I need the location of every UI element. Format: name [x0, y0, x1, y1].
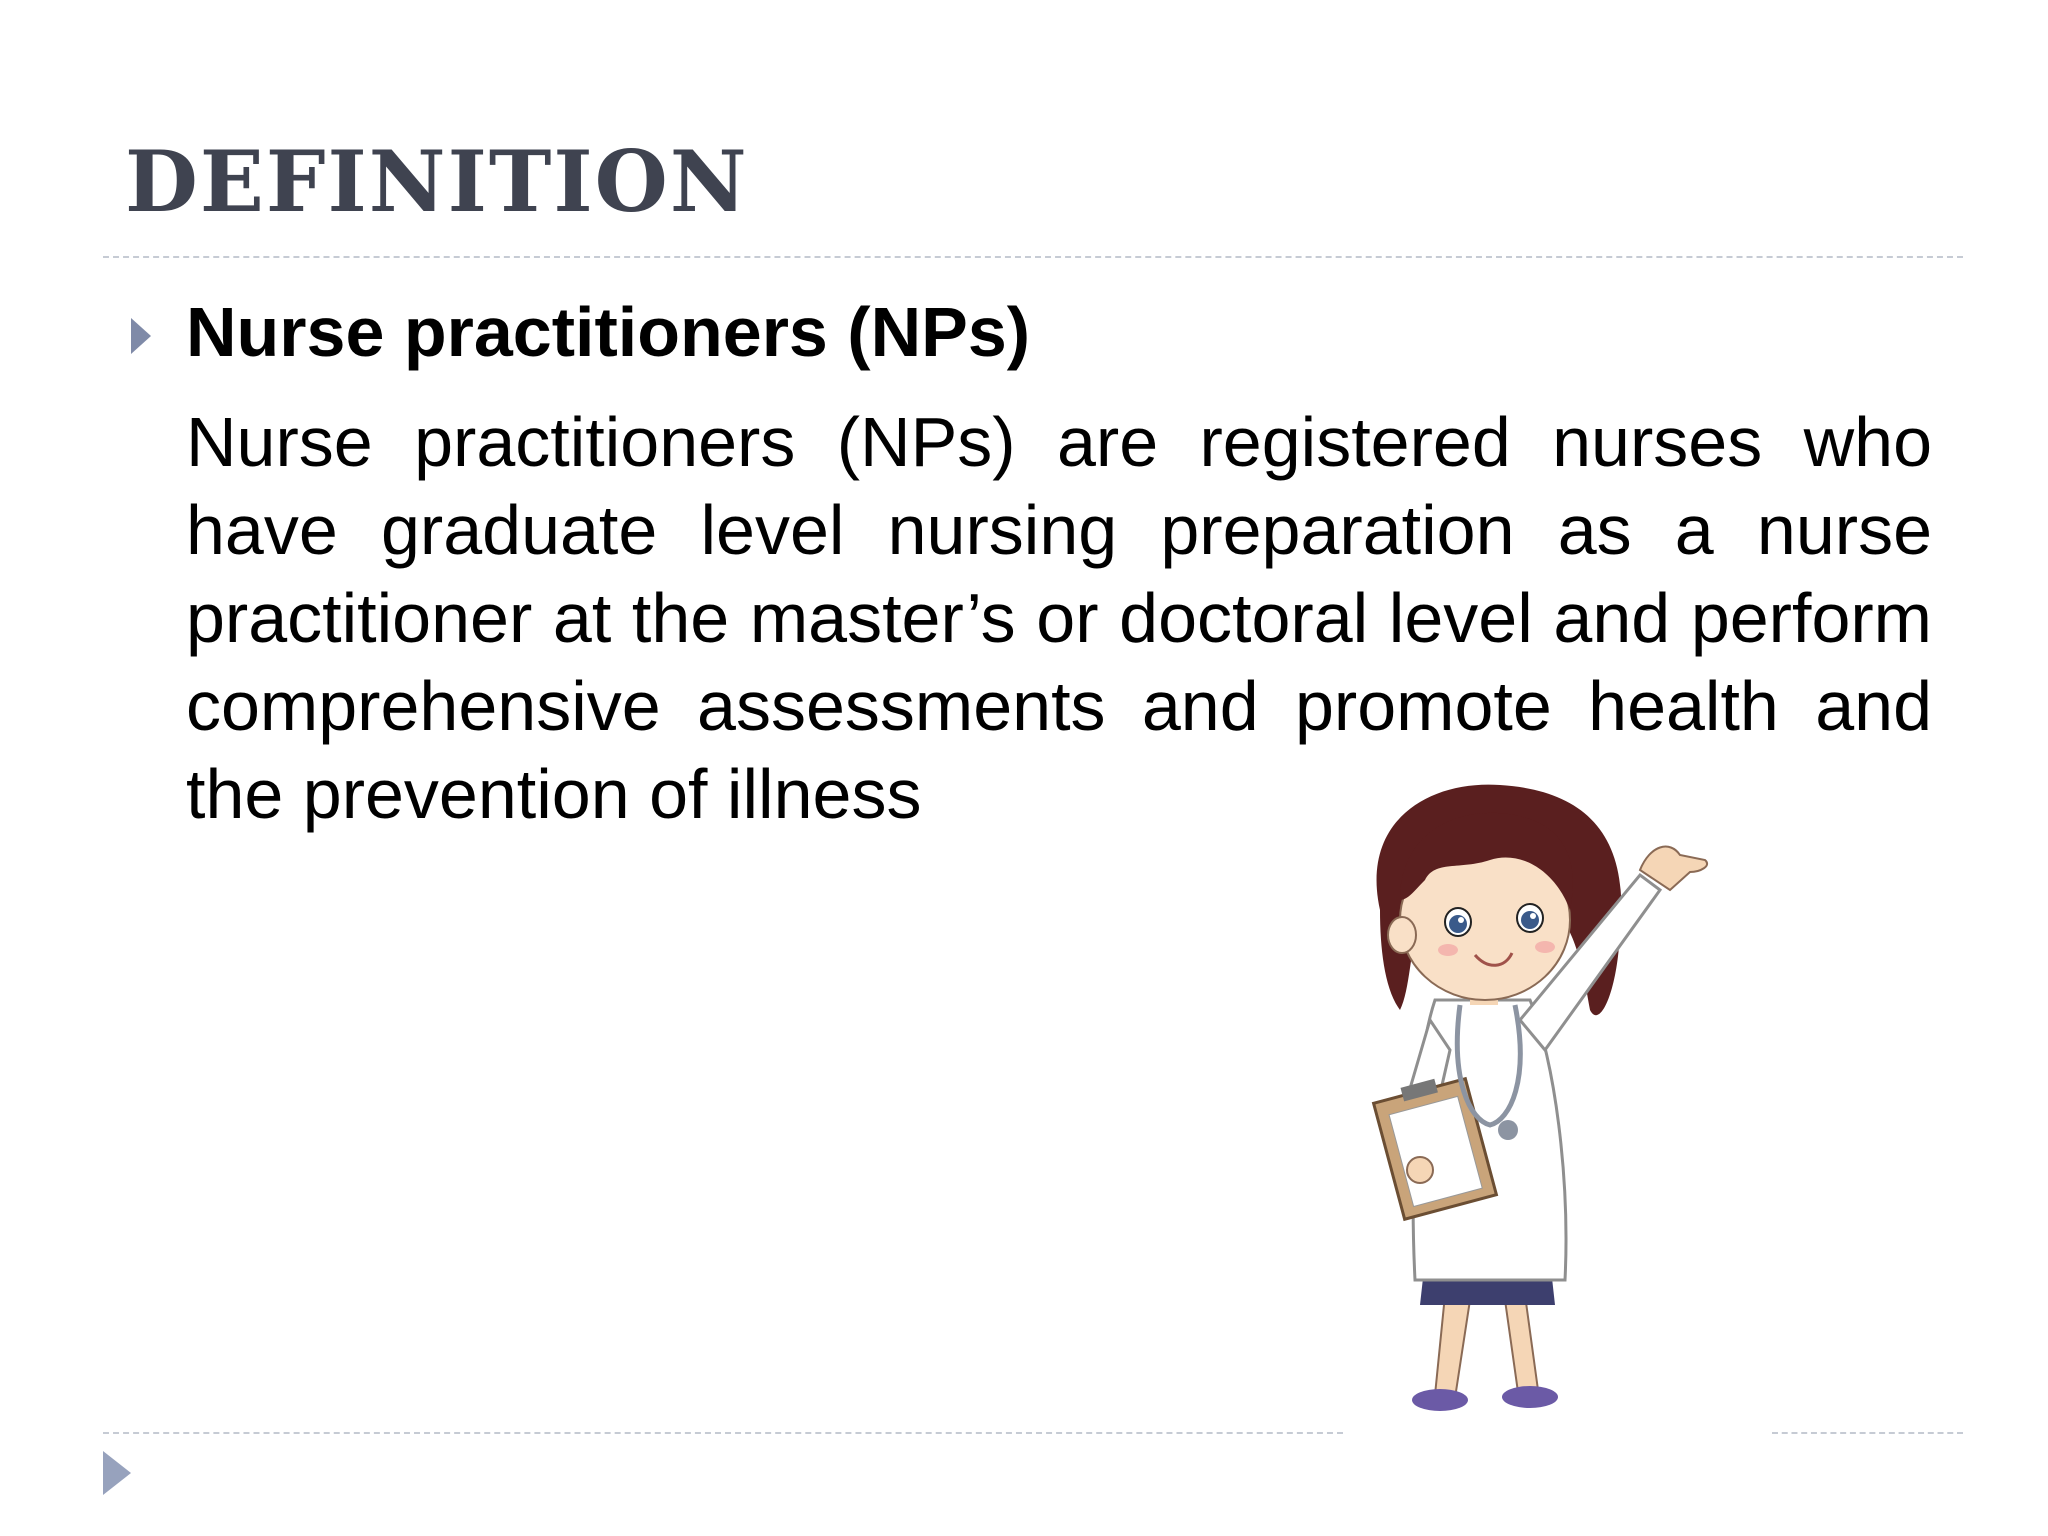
footer-divider-right [1772, 1432, 1963, 1434]
triangle-right-icon [103, 1451, 131, 1495]
triangle-right-icon [131, 318, 151, 354]
title-divider [103, 256, 1963, 258]
slide-title: DEFINITION [125, 132, 749, 231]
bullet-body: Nurse practitioners (NPs) are registered nurses who have graduate level nursing preparation as a nurse practitioner at the master’s or doctoral level and perform comprehensive assessments and promote health and the prevention of illness [186, 403, 1932, 833]
bullet-heading: Nurse practitioners (NPs) [186, 293, 1031, 371]
nurse-illustration [1340, 760, 1780, 1420]
footer-divider-left [103, 1432, 1343, 1434]
